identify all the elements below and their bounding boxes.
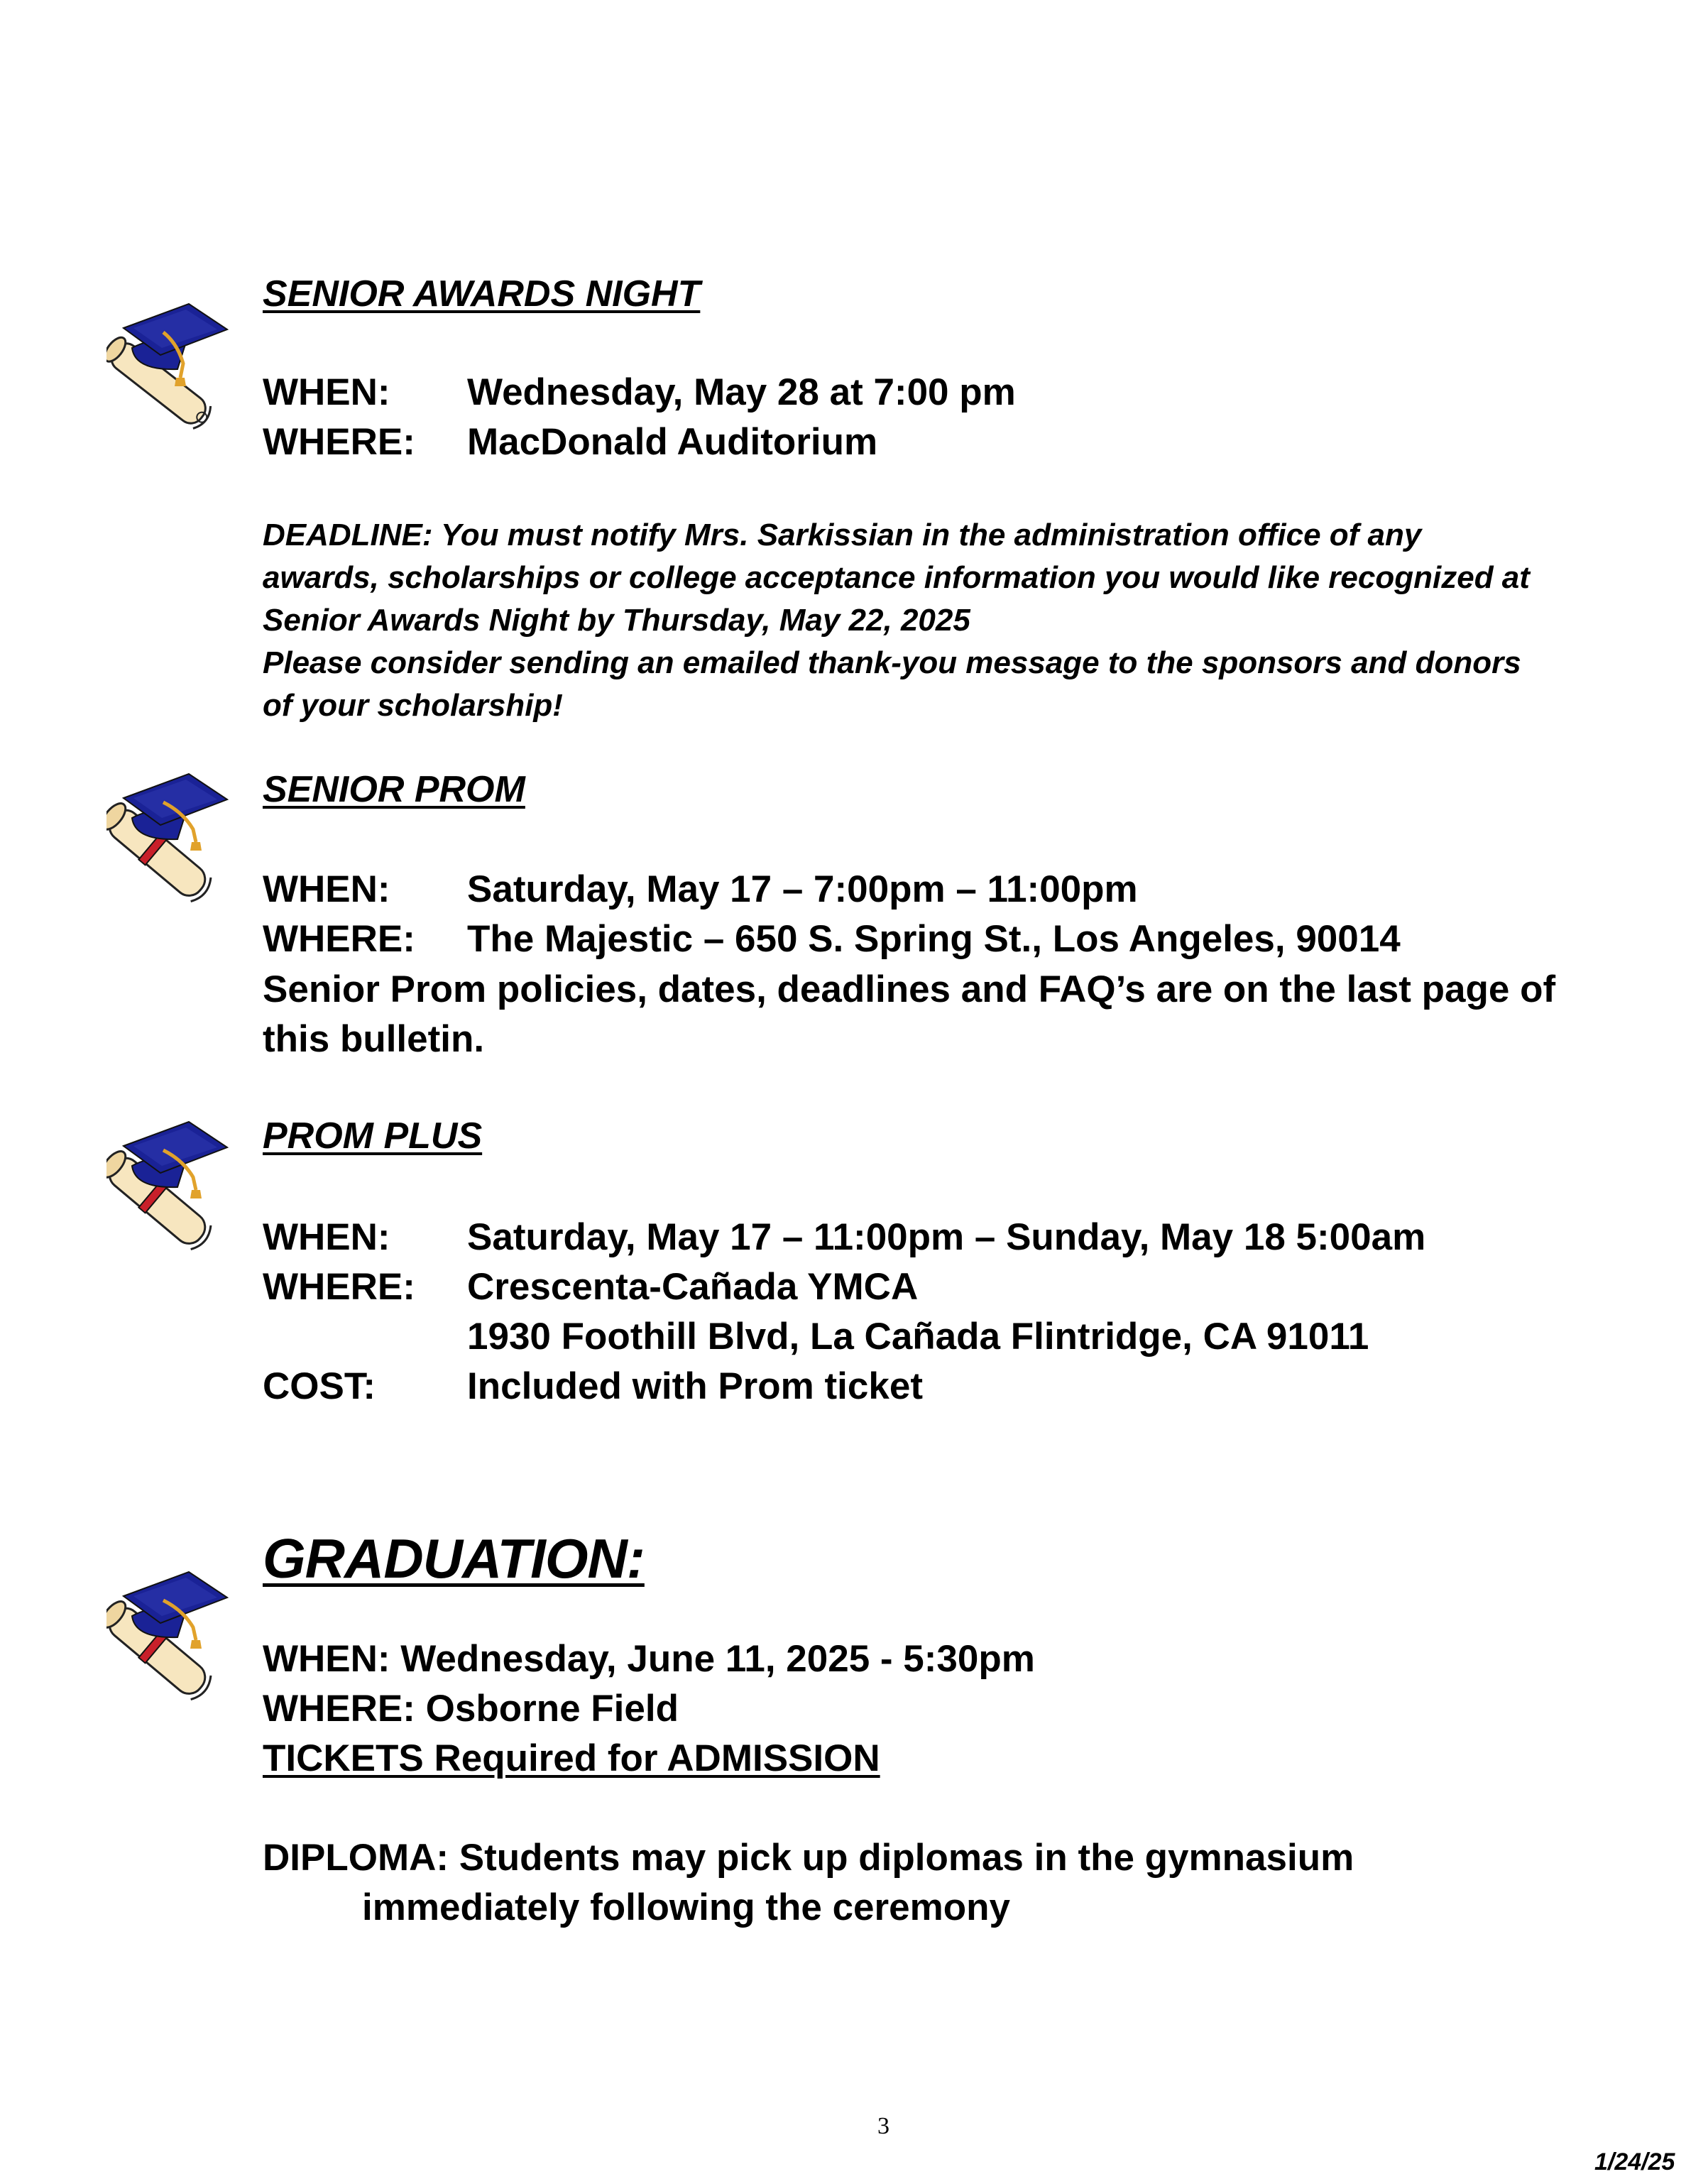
prom-when-value: Saturday, May 17 – 7:00pm – 11:00pm: [467, 868, 1138, 910]
deadline-line: DEADLINE: You must notify Mrs. Sarkissian in the administration office of any: [263, 518, 1422, 552]
diploma-line-1: DIPLOMA: Students may pick up diplomas in the gymnasium: [263, 1837, 1354, 1879]
prom-plus-address: 1930 Foothill Blvd, La Cañada Flintridge, CA 91011: [467, 1316, 1369, 1358]
revision-date: 1/24/25: [1594, 2148, 1675, 2175]
prom-plus-heading: PROM PLUS: [263, 1115, 483, 1157]
deadline-line: Please consider sending an emailed thank-you message to the sponsors and donors: [263, 645, 1521, 680]
prom-where-row: [263, 917, 1401, 961]
graduation-cap-diploma-icon: [106, 1566, 234, 1708]
graduation-when: WHEN: Wednesday, June 11, 2025 - 5:30pm: [263, 1638, 1035, 1680]
cost-label: COST:: [263, 1365, 376, 1407]
prom-plus-cost-row: [263, 1365, 923, 1408]
senior-awards-night-heading: SENIOR AWARDS NIGHT: [263, 273, 701, 315]
when-label: WHEN:: [263, 371, 390, 413]
graduation-cap-diploma-icon: [106, 1116, 234, 1258]
prom-plus-when-row: [263, 1216, 1425, 1259]
prom-where-value: The Majestic – 650 S. Spring St., Los Angeles, 90014: [467, 918, 1401, 960]
awards-when-value: Wednesday, May 28 at 7:00 pm: [467, 371, 1016, 413]
prom-when-row: [263, 868, 1138, 911]
prom-note-line: Senior Prom policies, dates, deadlines and FAQ’s are on the last page of: [263, 968, 1556, 1010]
deadline-line: of your scholarship!: [263, 688, 563, 723]
prom-note-line: this bulletin.: [263, 1018, 485, 1060]
where-label: WHERE:: [263, 918, 415, 960]
where-label: WHERE:: [263, 1266, 415, 1308]
diploma-line-2: immediately following the ceremony: [362, 1886, 1010, 1928]
prom-policy-note: [263, 965, 1668, 1064]
deadline-line: Senior Awards Night by Thursday, May 22, 2025: [263, 603, 970, 638]
graduation-cap-diploma-icon: [106, 298, 234, 440]
awards-where-row: [263, 420, 877, 464]
awards-where-value: MacDonald Auditorium: [467, 421, 878, 463]
deadline-line: awards, scholarships or college acceptance information you would like recognized at: [263, 560, 1530, 595]
where-label: WHERE:: [263, 421, 415, 463]
prom-plus-cost-value: Included with Prom ticket: [467, 1365, 923, 1407]
page-number: 3: [877, 2113, 889, 2139]
prom-plus-where-value: Crescenta-Cañada YMCA: [467, 1266, 919, 1308]
graduation-heading: GRADUATION:: [263, 1527, 645, 1590]
awards-deadline-notice: [263, 514, 1654, 727]
when-label: WHEN:: [263, 868, 390, 910]
prom-plus-when-value: Saturday, May 17 – 11:00pm – Sunday, May 18 5:00am: [467, 1216, 1426, 1258]
awards-when-row: [263, 371, 1016, 414]
graduation-where: WHERE: Osborne Field: [263, 1688, 679, 1730]
prom-plus-where-row: [263, 1265, 918, 1309]
senior-prom-heading: SENIOR PROM: [263, 769, 525, 810]
when-label: WHEN:: [263, 1216, 390, 1258]
graduation-cap-diploma-icon: [106, 768, 234, 910]
graduation-tickets-notice: TICKETS Required for ADMISSION: [263, 1737, 880, 1779]
